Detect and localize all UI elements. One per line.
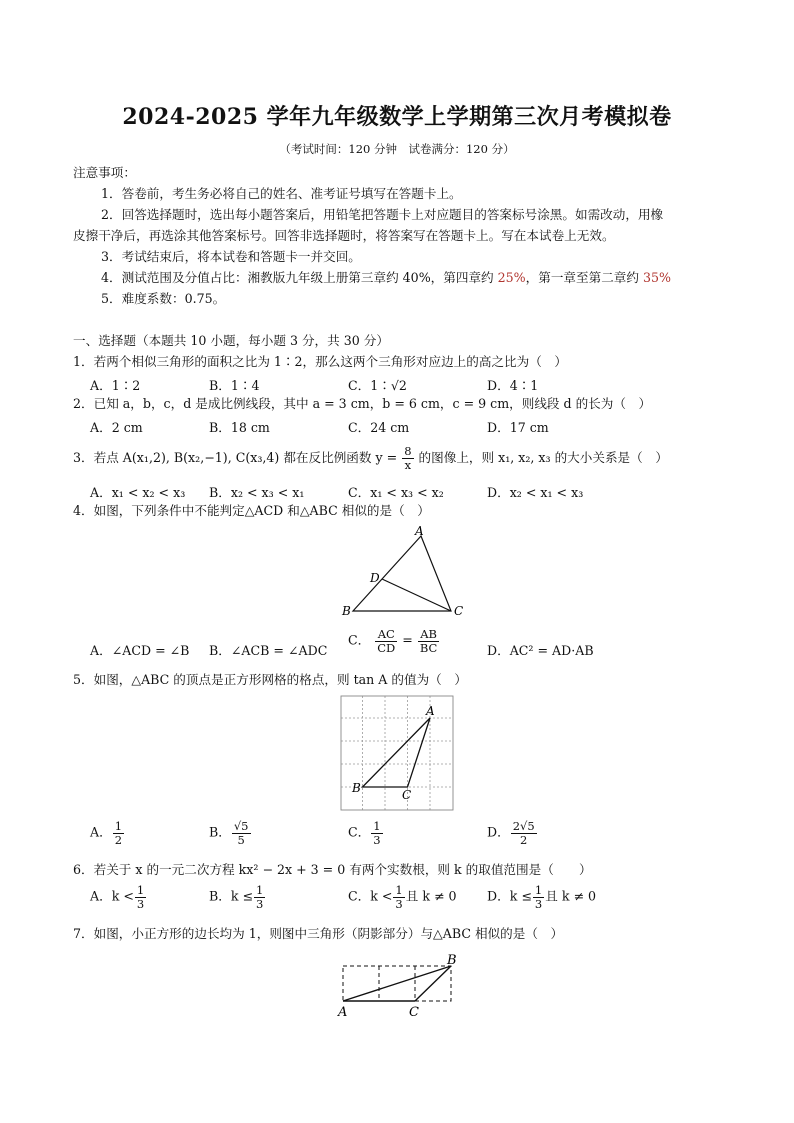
q6-option-a <box>90 884 147 910</box>
q6-d-fraction <box>533 884 544 910</box>
q6-option-b <box>209 884 266 910</box>
q5-a-fraction <box>113 820 124 846</box>
q4-label-a: A <box>415 524 424 538</box>
q5-c-fraction <box>371 820 382 846</box>
q4-c-den-1: CD <box>377 640 396 655</box>
q3-option-c: C．x₁ < x₃ < x₂ <box>348 485 444 500</box>
note-4-percent-d: 35% <box>643 270 671 285</box>
q7-label-b: B <box>447 953 457 968</box>
page-title: 2024-2025 学年九年级数学上学期第三次月考模拟卷 <box>122 104 672 130</box>
q4-c-num-2: AB <box>418 628 439 642</box>
q6-c-num: 1 <box>395 883 403 897</box>
q4-c-equals: = <box>402 632 413 648</box>
q7-stem: 7．如图，小正方形的边长均为 1，则图中三角形（阴影部分）与△ABC 相似的是（ ） <box>73 926 564 941</box>
q6-d-prefix: D．k ≤ <box>487 888 532 904</box>
note-4 <box>101 270 671 286</box>
q5-grid-figure <box>340 695 456 813</box>
note-4-text-c: ，第一章至第二章约 <box>525 270 643 285</box>
q7-label-a: A <box>338 1005 348 1020</box>
note-2a: 2．回答选择题时，选出每小题答案后，用铅笔把答题卡上对应题目的答案标号涂黑。如需改动，用橡 <box>101 207 664 222</box>
q5-b-num: √5 <box>233 819 249 833</box>
q3-frac-den: x <box>404 458 412 472</box>
q5-b-prefix: B． <box>209 824 231 840</box>
q2-option-b: B．18 cm <box>209 420 270 435</box>
q6-c-fraction <box>393 884 404 910</box>
q7-segment-ab <box>343 966 451 1001</box>
q5-b-den: 5 <box>237 832 245 847</box>
q5-d-fraction <box>511 820 537 846</box>
q5-c-prefix: C． <box>348 824 371 840</box>
q1-option-d: D．4∶1 <box>487 378 539 393</box>
note-2b: 皮擦干净后，再选涂其他答案标号。回答非选择题时，将答案写在答题卡上。写在本试卷上无效。 <box>73 228 615 243</box>
q3-stem-b: 的图像上，则 x₁, x₂, x₃ 的大小关系是（ ） <box>418 450 668 465</box>
q5-d-num: 2√5 <box>512 819 535 833</box>
note-5: 5．难度系数：0.75。 <box>101 291 226 306</box>
q5-b-fraction <box>232 820 251 846</box>
q3-option-a: A．x₁ < x₂ < x₃ <box>90 485 186 500</box>
q2-option-c: C．24 cm <box>348 420 410 435</box>
q5-c-den: 3 <box>373 832 381 847</box>
q5-option-d <box>487 820 538 846</box>
q6-a-num: 1 <box>136 883 145 897</box>
q5-triangle <box>363 718 431 787</box>
q5-option-b <box>209 820 252 846</box>
q6-option-d <box>487 884 596 910</box>
q4-option-b: B．∠ACB = ∠ADC <box>209 643 328 658</box>
q2-stem: 2．已知 a，b，c，d 是成比例线段，其中 a = 3 cm，b = 6 cm，c = 9 cm，则线段 d 的长为（ ） <box>73 396 652 411</box>
q5-c-num: 1 <box>373 819 381 833</box>
q5-a-num: 1 <box>114 819 123 833</box>
q6-b-num: 1 <box>256 883 264 897</box>
q4-option-c-prefix: C． <box>348 632 371 648</box>
q4-option-a: A．∠ACD = ∠B <box>90 643 190 658</box>
notes-heading: 注意事项： <box>73 165 136 180</box>
q4-c-fraction-1 <box>375 628 397 654</box>
q5-label-a: A <box>426 704 435 718</box>
q7-grid-figure <box>330 948 470 1020</box>
q3-option-b: B．x₂ < x₃ < x₁ <box>209 485 305 500</box>
q6-d-den: 3 <box>534 896 543 911</box>
q1-option-b: B．1∶4 <box>209 378 260 393</box>
q5-d-prefix: D． <box>487 824 510 840</box>
q5-d-den: 2 <box>520 832 528 847</box>
q6-c-suffix: 且 k ≠ 0 <box>405 888 457 904</box>
q3-stem-a: 3．若点 A(x₁,2), B(x₂,−1), C(x₃,4) 都在反比例函数 y = <box>73 450 398 465</box>
q3-option-d: D．x₂ < x₁ < x₃ <box>487 485 584 500</box>
q1-stem: 1．若两个相似三角形的面积之比为 1∶2，那么这两个三角形对应边上的高之比为（ ） <box>73 354 568 369</box>
q5-stem: 5．如图，△ABC 的顶点是正方形网格的格点，则 tan A 的值为（ ） <box>73 672 467 687</box>
q6-a-den: 3 <box>136 896 145 911</box>
q4-label-c: C <box>454 604 464 618</box>
q4-option-d: D．AC² = AD·AB <box>487 643 594 658</box>
q4-triangle-abc <box>353 536 451 611</box>
q6-a-fraction <box>135 884 146 910</box>
q4-triangle-figure <box>330 522 470 622</box>
q5-option-a <box>90 820 125 846</box>
q1-option-c: C．1∶√2 <box>348 378 407 393</box>
q4-label-b: B <box>342 604 351 618</box>
q5-option-c <box>348 820 384 846</box>
note-4-text-a: 4．测试范围及分值占比：湘教版九年级上册第三章约 40%，第四章约 <box>101 270 498 285</box>
q1-option-a: A．1∶2 <box>90 378 141 393</box>
page-subtitle: （考试时间：120 分钟 试卷满分：120 分） <box>279 142 515 156</box>
q5-label-b: B <box>352 781 361 795</box>
q6-b-prefix: B．k ≤ <box>209 888 254 904</box>
note-3: 3．考试结束后，将本试卷和答题卡一并交回。 <box>101 249 361 264</box>
q6-option-c <box>348 884 457 910</box>
q6-b-den: 3 <box>256 896 264 911</box>
note-1: 1．答卷前，考生务必将自己的姓名、准考证号填写在答题卡上。 <box>101 186 462 201</box>
q4-stem: 4．如图，下列条件中不能判定△ACD 和△ABC 相似的是（ ） <box>73 503 430 518</box>
q3-fraction <box>402 445 413 471</box>
q2-option-a: A．2 cm <box>90 420 143 435</box>
q3-stem <box>73 443 668 473</box>
q2-option-d: D．17 cm <box>487 420 549 435</box>
q5-a-prefix: A． <box>90 824 112 840</box>
q6-c-den: 3 <box>395 896 403 911</box>
note-4-percent-b: 25% <box>497 270 526 285</box>
q4-label-d: D <box>370 571 380 585</box>
q5-label-c: C <box>402 788 412 802</box>
q6-a-prefix: A．k < <box>90 888 134 904</box>
q6-d-num: 1 <box>534 883 543 897</box>
q6-b-fraction <box>254 884 265 910</box>
q6-stem: 6．若关于 x 的一元二次方程 kx² − 2x + 3 = 0 有两个实数根，则 k 的取值范围是（ ） <box>73 862 592 877</box>
q4-c-den-2: BC <box>419 640 438 655</box>
q6-d-suffix: 且 k ≠ 0 <box>545 888 597 904</box>
q4-c-fraction-2 <box>418 628 439 654</box>
q4-option-c <box>348 628 440 654</box>
q4-c-num-1: AC <box>375 628 397 642</box>
section-heading: 一、选择题（本题共 10 小题，每小题 3 分，共 30 分） <box>73 333 389 348</box>
q6-c-prefix: C．k < <box>348 888 393 904</box>
q3-frac-num: 8 <box>404 444 412 459</box>
q5-a-den: 2 <box>114 832 123 847</box>
q7-label-c: C <box>409 1005 419 1020</box>
